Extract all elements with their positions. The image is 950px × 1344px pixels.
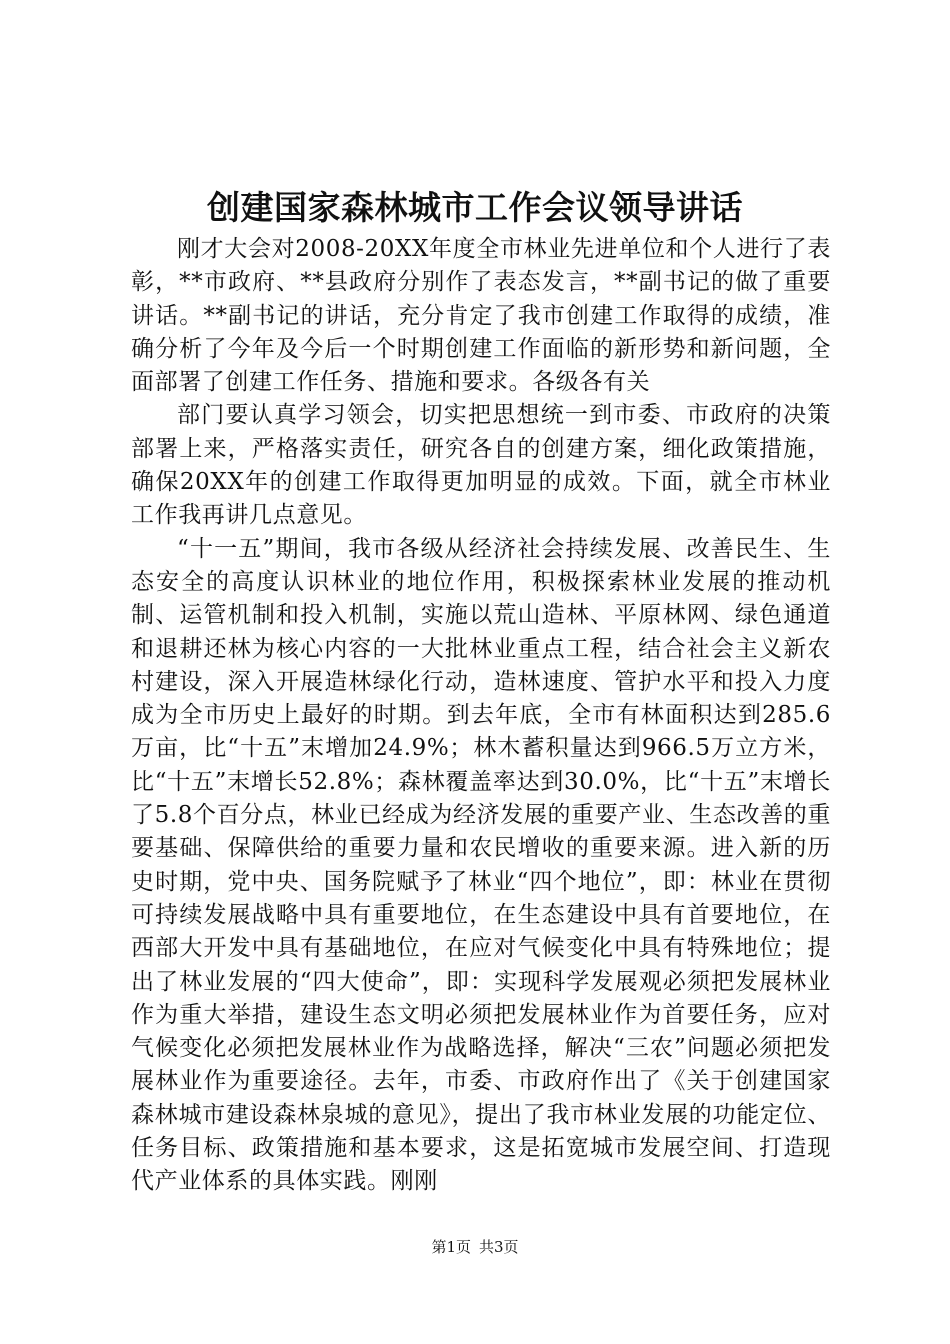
paragraph: 刚才大会对2008-20XX年度全市林业先进单位和个人进行了表彰，**市政府、**县政府分别作了表态发言，**副书记的做了重要讲话。**副书记的讲话，充分肯定了我市创建工作取得的成绩，准确分析了今年及今后一个时期创建工作面临的新形势和新问题，全面部署了创建工作任务、措施和要求。各级各有关: [131, 236, 831, 396]
page-number: 第1页: [431, 1238, 471, 1256]
document-body: [131, 233, 831, 1199]
paragraph: 部门要认真学习领会，切实把思想统一到市委、市政府的决策部署上来，严格落实责任，研究各自的创建方案，细化政策措施，确保20XX年的创建工作取得更加明显的成效。下面，就全市林业工作我再讲几点意见。: [131, 402, 831, 529]
document-title: 创建国家森林城市工作会议领导讲话: [207, 188, 743, 227]
page-footer: [0, 1236, 950, 1258]
paragraph: “十一五”期间，我市各级从经济社会持续发展、改善民生、生态安全的高度认识林业的地位作用，积极探索林业发展的推动机制、运管机制和投入机制，实施以荒山造林、平原林网、绿色通道和退耕还林为核心内容的一大批林业重点工程，结合社会主义新农村建设，深入开展造林绿化行动，造林速度、管护水平和投入力度成为全市历史上最好的时期。到去年底，全市有林面积达到285.6万亩，比“十五”末增加24.9%；林木蓄积量达到966.5万立方米，比“十五”末增长52.8%；森林覆盖率达到30.0%，比“十五”末增长了5.8个百分点，林业已经成为经济发展的重要产业、生态改善的重要基础、保障供给的重要力量和农民增收的重要来源。进入新的历史时期，党中央、国务院赋予了林业“四个地位”，即：林业在贯彻可持续发展战略中具有重要地位，在生态建设中具有首要地位，在西部大开发中具有基础地位，在应对气候变化中具有特殊地位；提出了林业发展的“四大使命”，即：实现科学发展观必须把发展林业作为重大举措，建设生态文明必须把发展林业作为首要任务，应对气候变化必须把发展林业作为战略选择，解决“三农”问题必须把发展林业作为重要途径。去年，市委、市政府作出了《关于创建国家森林城市建设森林泉城的意见》，提出了我市林业发展的功能定位、任务目标、政策措施和基本要求，这是拓宽城市发展空间、打造现代产业体系的具体实践。刚刚: [131, 535, 831, 1195]
page-total: 共3页: [479, 1238, 519, 1256]
